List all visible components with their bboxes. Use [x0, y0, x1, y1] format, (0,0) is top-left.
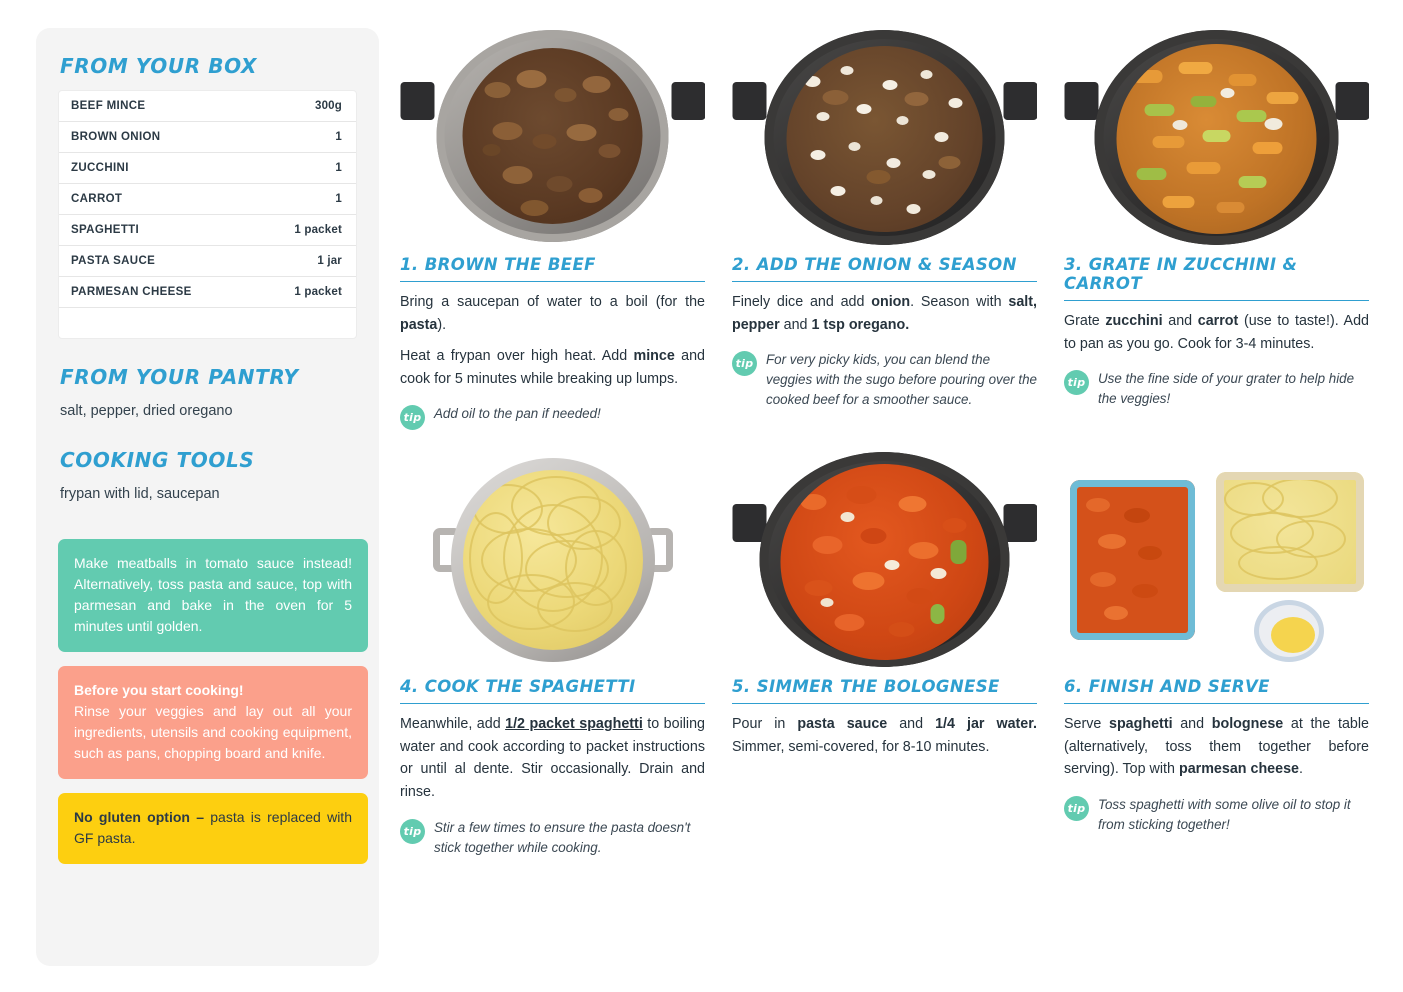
table-row	[59, 184, 356, 215]
note-body: Rinse your veggies and lay out all your ingredients, utensils and cooking equipment, such as pans, chopping board and knife.	[74, 703, 352, 762]
step-paragraph: Pour in pasta sauce and 1/4 jar water. Simmer, semi-covered, for 8-10 minutes.	[732, 716, 1037, 755]
step-title: 1. BROWN THE BEEF	[400, 255, 705, 282]
ingredient-qty: 1 packet	[294, 286, 342, 298]
ingredient-qty: 1	[335, 193, 342, 205]
pan-handle-left	[1064, 82, 1098, 120]
ingredient-name: CARROT	[71, 193, 123, 205]
spaghetti-serving-dish	[1216, 472, 1364, 592]
step-5	[732, 452, 1037, 858]
table-row	[59, 215, 356, 246]
tip-text: For very picky kids, you can blend the veggies with the sugo before pouring over the cooked beef for a smoother sauce.	[766, 352, 1037, 408]
tip-badge-icon: tip	[732, 351, 757, 376]
step-title: 4. COOK THE SPAGHETTI	[400, 677, 705, 704]
steps-row-2	[400, 452, 1370, 858]
pot-cooked-spaghetti-photo	[400, 452, 705, 667]
ingredient-name: SPAGHETTI	[71, 224, 140, 236]
step-title: 2. ADD THE ONION & SEASON	[732, 255, 1037, 282]
step-title: 3. GRATE IN ZUCCHINI & CARROT	[1064, 255, 1369, 301]
pantry-text: salt, pepper, dried oregano	[60, 403, 233, 419]
pan-handle-left	[732, 504, 766, 542]
step-paragraph: Finely dice and add onion. Season with salt, pepper and 1 tsp oregano.	[732, 294, 1037, 333]
pan-handle-right	[671, 82, 705, 120]
tip-text: Stir a few times to ensure the pasta doesn't stick together while cooking.	[434, 819, 691, 855]
tip-badge-icon: tip	[1064, 370, 1089, 395]
step-2	[732, 30, 1037, 430]
note-heading: Before you start cooking!	[74, 682, 244, 699]
note-no-gluten	[58, 793, 368, 864]
cooking-tools-text: frypan with lid, saucepan	[60, 486, 220, 503]
tip-text: Use the fine side of your grater to help hide the veggies!	[1098, 371, 1355, 407]
pan-handle-left	[400, 82, 434, 120]
from-your-box-title: FROM YOUR BOX	[60, 54, 258, 78]
ingredient-name: ZUCCHINI	[71, 162, 129, 174]
pan-handle-right	[1003, 504, 1037, 542]
ingredients-table	[58, 90, 357, 339]
step-6	[1064, 452, 1369, 858]
note-body: pasta is replaced with GF pasta.	[74, 809, 352, 847]
table-row	[59, 277, 356, 308]
from-your-pantry-title: FROM YOUR PANTRY	[60, 365, 299, 389]
step-paragraph: Heat a frypan over high heat. Add mince and cook for 5 minutes while breaking up lumps.	[400, 348, 705, 387]
tip-badge-icon: tip	[400, 819, 425, 844]
step-4	[400, 452, 705, 858]
ingredient-qty: 1	[335, 162, 342, 174]
pan-grated-veggies-photo	[1064, 30, 1369, 245]
bolognese-serving-dish	[1070, 480, 1195, 640]
table-row	[59, 153, 356, 184]
parmesan-bowl	[1254, 600, 1324, 662]
serving-dishes-photo	[1064, 452, 1369, 667]
note-alternative: Make meatballs in tomato sauce instead! Alternatively, toss pasta and sauce, top with parmesan and bake in the oven for 5 minutes until golden.	[58, 539, 368, 652]
pan-browned-mince-photo	[400, 30, 705, 245]
ingredient-name: BEEF MINCE	[71, 100, 146, 112]
step-title: 5. SIMMER THE BOLOGNESE	[732, 677, 1037, 704]
spaghetti-food	[463, 470, 643, 650]
ingredient-name: BROWN ONION	[71, 131, 161, 143]
tip-text: Toss spaghetti with some olive oil to stop it from sticking together!	[1098, 797, 1351, 833]
tip-badge-icon: tip	[1064, 796, 1089, 821]
table-row	[59, 122, 356, 153]
ingredient-qty: 1 jar	[317, 255, 342, 267]
ingredient-qty: 1	[335, 131, 342, 143]
table-row	[59, 246, 356, 277]
pan-simmering-bolognese-photo	[732, 452, 1037, 667]
step-title: 6. FINISH AND SERVE	[1064, 677, 1369, 704]
pan-handle-left	[732, 82, 766, 120]
steps-grid	[400, 30, 1370, 858]
note-before-you-start	[58, 666, 368, 779]
sidebar	[36, 28, 379, 966]
pan-handle-right	[1335, 82, 1369, 120]
pan-mince-with-onion-photo	[732, 30, 1037, 245]
step-tip	[1064, 795, 1369, 835]
step-paragraph: Grate zucchini and carrot (use to taste!). Add to pan as you go. Cook for 3-4 minutes.	[1064, 313, 1369, 352]
ingredient-name: PARMESAN CHEESE	[71, 286, 192, 298]
step-tip	[1064, 369, 1369, 409]
table-row	[59, 91, 356, 122]
tip-badge-icon: tip	[400, 405, 425, 430]
step-tip	[400, 404, 705, 430]
step-tip	[732, 350, 1037, 410]
step-paragraph: Bring a saucepan of water to a boil (for the pasta).	[400, 294, 705, 333]
ingredient-qty: 1 packet	[294, 224, 342, 236]
pan-handle-right	[1003, 82, 1037, 120]
note-heading: No gluten option –	[74, 809, 204, 826]
step-1	[400, 30, 705, 430]
step-tip	[400, 818, 705, 858]
step-3	[1064, 30, 1369, 430]
tip-text: Add oil to the pan if needed!	[434, 406, 601, 422]
table-row-empty	[59, 308, 356, 336]
ingredient-qty: 300g	[314, 100, 342, 112]
cooking-tools-title: COOKING TOOLS	[60, 448, 255, 473]
step-paragraph: Serve spaghetti and bolognese at the table (alternatively, toss them together before serving). Top with parmesan cheese.	[1064, 716, 1369, 778]
ingredient-name: PASTA SAUCE	[71, 255, 156, 267]
steps-row-1	[400, 30, 1370, 430]
step-paragraph: Meanwhile, add 1/2 packet spaghetti to boiling water and cook according to packet instructions or until al dente. Stir occasionally. Drain and rinse.	[400, 716, 705, 801]
